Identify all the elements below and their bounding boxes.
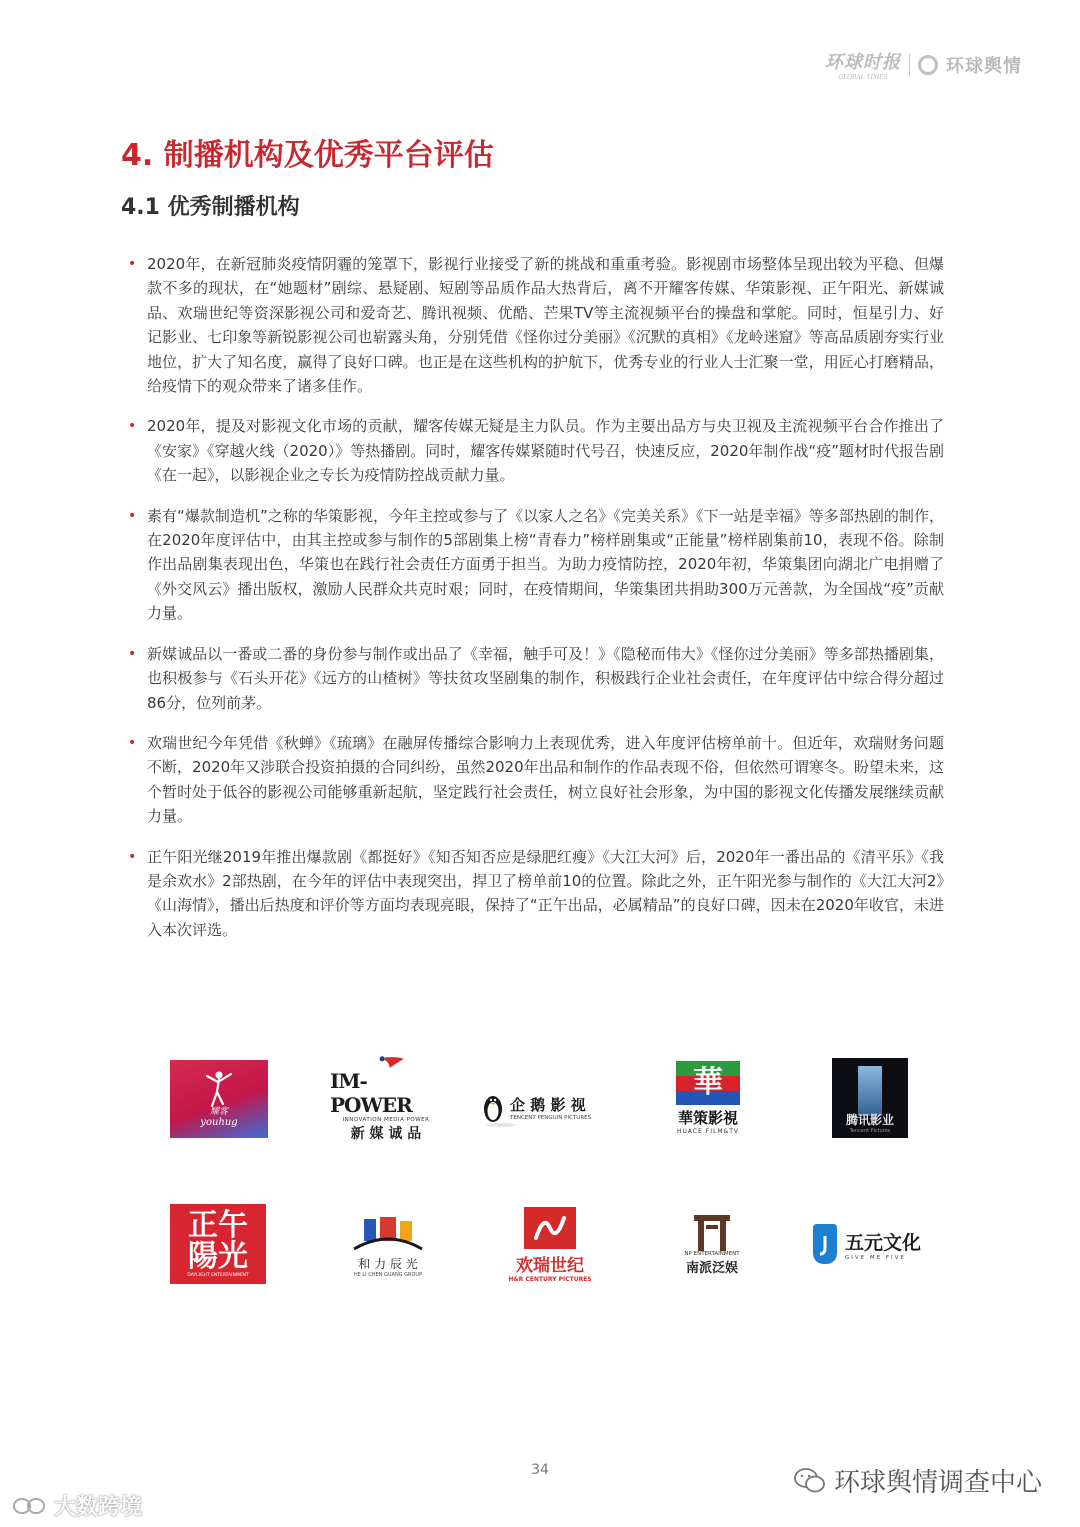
paragraph-text: 素有“爆款制造机”之称的华策影视，今年主控或参与了《以家人之名》《完美关系》《下一站是幸福》等多部热剧的制作，在2020年度评估中，由其主控或参与制作的5部剧集上榜“青春力”榜样剧集或“正能量”榜样剧集前10，表现不俗。除制作出品剧集表现出色，华策也在践行社会责任方面勇于担当。为助力疫情防控，2020年初，华策集团向湖北广电捐赠了《外交风云》播出版权，激励人民群众共克时艰；同时，在疫情期间，华策集团共捐助300万元善款，为全国战“疫”贡献力量。 — [147, 506, 944, 623]
bullet-icon: • — [128, 507, 137, 524]
wuyuan-cn: 五元文化 — [844, 1231, 921, 1254]
bullet-icon: • — [128, 256, 137, 272]
swirl-icon — [918, 55, 938, 75]
dancer-icon — [204, 1070, 234, 1108]
hr-century-en: H&R CENTURY PICTURES — [508, 1276, 592, 1283]
huace-logo — [666, 1058, 750, 1138]
chat-bubbles-icon — [12, 1495, 48, 1517]
paragraph-item — [128, 731, 944, 829]
header-brand — [825, 48, 1022, 81]
wave-icon — [530, 1212, 570, 1244]
wuyuan-en: GIVE ME FIVE — [844, 1254, 906, 1261]
wechat-account-name: 环球舆情调查中心 — [833, 1468, 1042, 1498]
hr-emblem — [524, 1207, 576, 1249]
wuyuan-logo — [806, 1218, 924, 1270]
impower-cn: 新 媒 诚 品 — [350, 1126, 422, 1142]
door-light-icon — [858, 1066, 882, 1116]
paragraph-item — [128, 642, 944, 715]
tencent-pictures-cn: 腾讯影业 — [845, 1113, 894, 1127]
penguin-pictures-logo — [482, 1075, 610, 1143]
watermark — [12, 1490, 142, 1521]
cape-icon — [356, 1055, 416, 1069]
archway-icon — [692, 1213, 732, 1251]
paragraph-text: 正午阳光继2019年推出爆款剧《都挺好》《知否知否应是绿肥红瘦》《大江大河》后，2020年一番出品的《清平乐》《我是余欢水》2部热剧，在今年的评估中表现突出，捍卫了榜单前10的位置。除此之外，正午阳光参与制作的《大江大河2》《山海情》，播出后热度和评价等方面均表现亮眼，保持了“正午出品，必属精品”的良好口碑，因未在2020年收官，未进入本次评选。 — [147, 847, 944, 939]
section-title: 4. 制播机构及优秀平台评估 — [121, 138, 494, 173]
bullet-icon: • — [128, 418, 137, 435]
tencent-pictures-en: Tencent Pictures — [849, 1128, 891, 1134]
impower-tagline: INNOVATION MEDIA POWER — [342, 1117, 430, 1123]
daylight-top: 正午 — [188, 1207, 248, 1243]
helichenguang-cn: 和 力 辰 光 — [358, 1256, 418, 1271]
huace-cn: 華策影視 — [677, 1109, 738, 1127]
brand-divider — [909, 54, 910, 76]
np-en: NP ENTERTAINMENT — [684, 1250, 740, 1257]
impower-logo — [330, 1055, 442, 1143]
brand-left-text: 环球时报 — [825, 52, 901, 73]
paragraph-text: 2020年，提及对影视文化市场的贡献，耀客传媒无疑是主力队员。作为主要出品方与央卫视及主流视频平台合作推出了《安家》《穿越火线（2020）》等热播剧。同时，耀客传媒紧随时代号召，快速反应，2020年制作战“疫”题材时代报告剧《在一起》，以影视企业之专长为疫情防控战贡献力量。 — [147, 417, 944, 485]
section-subtitle: 4.1 优秀制播机构 — [121, 195, 300, 220]
np-entertainment-logo — [670, 1206, 754, 1282]
bullet-icon: • — [128, 848, 137, 865]
penguin-icon — [482, 1091, 504, 1123]
penguin-shadow — [486, 1123, 516, 1127]
youhug-cn: 耀客 — [209, 1107, 228, 1117]
paragraph-list — [128, 252, 944, 958]
huace-emblem — [676, 1061, 740, 1105]
impower-title: IM-POWER — [330, 1069, 412, 1117]
hr-century-logo — [504, 1204, 596, 1286]
paragraph-item — [128, 845, 944, 943]
tencent-pictures-logo — [832, 1058, 908, 1138]
watermark-text: 大数跨境 — [54, 1495, 143, 1520]
huace-en: HUACE FILM&TV — [677, 1128, 739, 1135]
hand-icon — [809, 1222, 841, 1266]
paragraph-text: 2020年，在新冠肺炎疫情阴霾的笼罩下，影视行业接受了新的挑战和重重考验。影视剧市场整体呈现出较为平稳、但爆款不多的现状，在“她题材”剧综、悬疑剧、短剧等品质作品大热背后，离不开耀客传媒、华策影视、正午阳光、新媒诚品、欢瑞世纪等资深影视公司和爱奇艺、腾讯视频、优酷、芒果TV等主流视频平台的操盘和掌舵。同时，恒星引力、好记影业、七印象等新锐影视公司也崭露头角，分别凭借《怪你过分美丽》《沉默的真相》《龙岭迷窟》等高品质剧夯实行业地位，扩大了知名度，赢得了良好口碑。也正是在这些机构的护航下，优秀专业的行业人士汇聚一堂，用匠心打磨精品，给疫情下的观众带来了诸多佳作。 — [147, 255, 944, 396]
paragraph-item — [128, 504, 944, 626]
brand-right-text: 环球舆情 — [946, 55, 1022, 77]
helichenguang-en: HE LI CHEN GUANG GROUP — [353, 1271, 423, 1278]
daylight-bottom: 陽光 — [188, 1238, 248, 1274]
paragraph-item — [128, 414, 944, 487]
bullet-icon: • — [128, 645, 137, 662]
bullet-icon: • — [128, 734, 137, 751]
hr-century-cn: 欢瑞世纪 — [516, 1256, 584, 1276]
penguin-cn: 企 鹅 影 视 — [510, 1095, 586, 1114]
youhug-en: youhug — [200, 1117, 238, 1128]
daylight-en: DAYLIGHT ENTERTAINMENT — [187, 1272, 249, 1278]
page-number: 34 — [531, 1462, 549, 1478]
paragraph-text: 新媒诚品以一番或二番的身份参与制作或出品了《幸福，触手可及！》《隐秘而伟大》《怪你过分美丽》等多部热播剧集，也积极参与《石头开花》《远方的山楂树》等扶贫攻坚剧集的制作，积极践行企业社会责任，在年度评估中综合得分超过86分，位列前茅。 — [147, 644, 944, 712]
wechat-account — [794, 1462, 1042, 1499]
helichenguang-logo — [342, 1208, 434, 1284]
global-times-logo — [825, 48, 901, 81]
paragraph-text: 欢瑞世纪今年凭借《秋蝉》《琉璃》在融屏传播综合影响力上表现优秀，进入年度评估榜单前十。但近年，欢瑞财务问题不断，2020年又涉联合投资拍摄的合同纠纷，虽然2020年出品和制作的作品表现不俗，但依然可谓寒冬。盼望未来，这个暂时处于低谷的影视公司能够重新起航，坚定践行社会责任，树立良好社会形象，为中国的影视文化传播发展继续贡献力量。 — [147, 733, 944, 826]
penguin-en: TENCENT PENGUIN PICTURES — [510, 1114, 592, 1121]
wechat-icon — [794, 1468, 826, 1494]
youhug-logo — [170, 1060, 268, 1138]
paragraph-item — [128, 252, 944, 398]
brand-left-subtext: GLOBAL TIMES — [838, 74, 888, 81]
gate-icon — [350, 1215, 426, 1255]
daylight-logo — [170, 1204, 266, 1284]
huace-glyph: 華 — [693, 1065, 723, 1100]
np-cn: 南派泛娱 — [685, 1260, 738, 1276]
